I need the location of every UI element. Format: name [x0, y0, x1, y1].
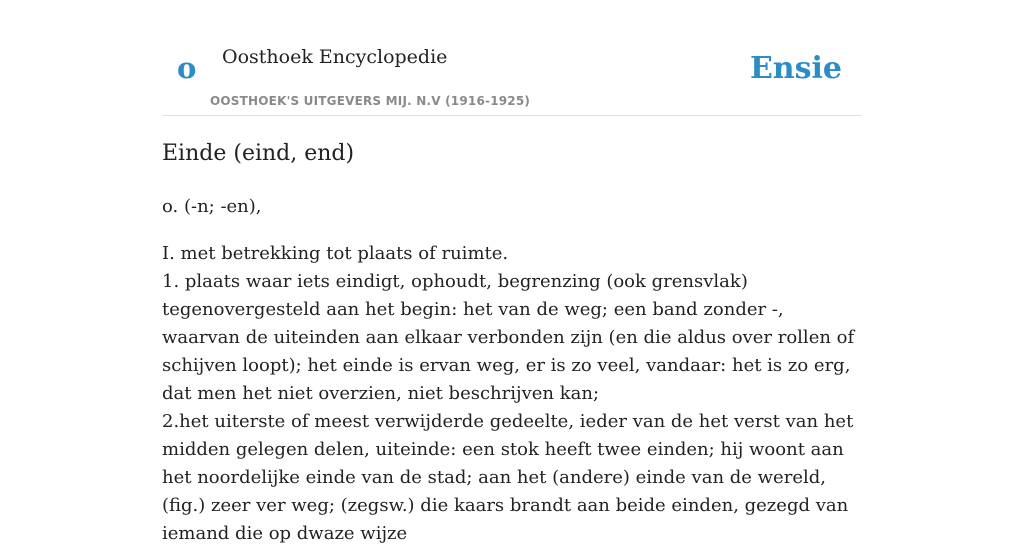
page [162, 0, 862, 548]
entry-paragraph: 1. plaats waar iets eindigt, ophoudt, begrenzing (ook grensvlak) tegenovergesteld aan het begin: het van de weg; een band zonder -, waarvan de uiteinden aan elkaar verbonden zijn (en die aldus over rollen of schijven loopt); het einde is ervan weg, er is zo veel, vandaar: het is zo erg, dat men het niet overzien, niet beschrijven kan; [162, 270, 855, 404]
entry-grammar: o. (-n; -en), [162, 195, 262, 217]
site-title-link[interactable]: Oosthoek Encyclopedie [222, 46, 448, 68]
entry-paragraph: I. met betrekking tot plaats of ruimte. [162, 242, 509, 264]
entry-paragraph: 2.het uiterste of meest verwijderde gedeelte, ieder van de het verst van het midden gelegen delen, uiteinde: een stok heeft twee einden; hij woont aan het noordelijke einde van de stad; aan het (andere) einde van de wereld, (fig.) zeer ver weg; (zegsw.) die kaars brandt aan beide einden, gezegd van iemand die op dwaze wijze [162, 410, 854, 544]
logo-icon[interactable]: o [177, 51, 197, 85]
ensie-brand-link[interactable]: Ensie [749, 51, 842, 86]
entry-title: Einde (eind, end) [162, 141, 355, 166]
site-header [162, 0, 862, 116]
entry-body [162, 240, 862, 548]
publisher-subtitle: OOSTHOEK'S UITGEVERS MIJ. N.V (1916-1925) [210, 94, 531, 108]
